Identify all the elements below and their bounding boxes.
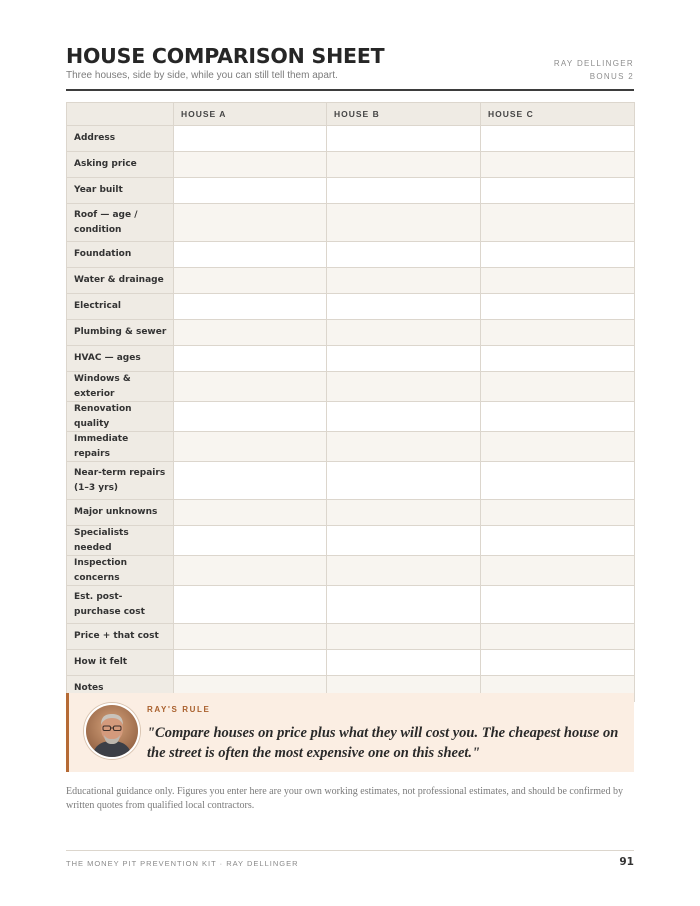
rays-rule-callout — [66, 693, 634, 772]
entry-cell-house-b[interactable] — [327, 402, 481, 432]
entry-cell-house-b[interactable] — [327, 320, 481, 346]
row-label: Year built — [67, 178, 174, 204]
entry-cell-house-c[interactable] — [481, 152, 635, 178]
table-row — [67, 650, 635, 676]
table-row — [67, 178, 635, 204]
author-avatar — [84, 703, 140, 759]
entry-cell-house-c[interactable] — [481, 178, 635, 204]
entry-cell-house-c[interactable] — [481, 204, 635, 242]
table-row — [67, 402, 635, 432]
table-header-row — [67, 103, 635, 126]
comparison-table — [66, 102, 635, 702]
row-label: Est. post-purchase cost — [67, 586, 174, 624]
entry-cell-house-c[interactable] — [481, 402, 635, 432]
entry-cell-house-c[interactable] — [481, 586, 635, 624]
row-label: Renovation quality — [67, 402, 174, 432]
rule-label: RAY'S RULE — [147, 705, 211, 714]
entry-cell-house-c[interactable] — [481, 320, 635, 346]
table-row — [67, 432, 635, 462]
entry-cell-house-b[interactable] — [327, 152, 481, 178]
entry-cell-house-b[interactable] — [327, 650, 481, 676]
entry-cell-house-c[interactable] — [481, 500, 635, 526]
row-label: Electrical — [67, 294, 174, 320]
entry-cell-house-a[interactable] — [174, 126, 327, 152]
table-row — [67, 204, 635, 242]
row-label: Specialists needed — [67, 526, 174, 556]
row-label: Asking price — [67, 152, 174, 178]
page-number: 91 — [619, 856, 634, 868]
entry-cell-house-c[interactable] — [481, 650, 635, 676]
column-header-house-c: HOUSE C — [481, 103, 635, 126]
row-label: Foundation — [67, 242, 174, 268]
entry-cell-house-a[interactable] — [174, 204, 327, 242]
entry-cell-house-a[interactable] — [174, 178, 327, 204]
table-row — [67, 126, 635, 152]
entry-cell-house-a[interactable] — [174, 624, 327, 650]
table-corner-cell — [67, 103, 174, 126]
entry-cell-house-b[interactable] — [327, 268, 481, 294]
disclaimer-text: Educational guidance only. Figures you enter here are your own working estimates, not professional estimates, and should be confirmed by written quotes from qualified local contractors. — [66, 786, 623, 811]
entry-cell-house-a[interactable] — [174, 152, 327, 178]
entry-cell-house-a[interactable] — [174, 462, 327, 500]
entry-cell-house-b[interactable] — [327, 242, 481, 268]
column-header-house-b: HOUSE B — [327, 103, 481, 126]
table-row — [67, 320, 635, 346]
page-title: HOUSE COMPARISON SHEET — [66, 44, 385, 68]
entry-cell-house-b[interactable] — [327, 126, 481, 152]
entry-cell-house-c[interactable] — [481, 556, 635, 586]
entry-cell-house-a[interactable] — [174, 268, 327, 294]
entry-cell-house-c[interactable] — [481, 294, 635, 320]
entry-cell-house-c[interactable] — [481, 526, 635, 556]
entry-cell-house-b[interactable] — [327, 204, 481, 242]
author-portrait-image — [86, 705, 138, 757]
entry-cell-house-c[interactable] — [481, 624, 635, 650]
table-row — [67, 586, 635, 624]
entry-cell-house-a[interactable] — [174, 402, 327, 432]
entry-cell-house-a[interactable] — [174, 242, 327, 268]
rule-quote: "Compare houses on price plus what they will cost you. The cheapest house on the street is often the most expensive one on this sheet." — [147, 725, 619, 761]
entry-cell-house-b[interactable] — [327, 556, 481, 586]
entry-cell-house-c[interactable] — [481, 242, 635, 268]
entry-cell-house-b[interactable] — [327, 294, 481, 320]
entry-cell-house-b[interactable] — [327, 586, 481, 624]
table-row — [67, 556, 635, 586]
author-name: RAY DELLINGER — [553, 59, 634, 68]
entry-cell-house-b[interactable] — [327, 500, 481, 526]
entry-cell-house-c[interactable] — [481, 126, 635, 152]
entry-cell-house-b[interactable] — [327, 624, 481, 650]
entry-cell-house-a[interactable] — [174, 320, 327, 346]
row-label: Address — [67, 126, 174, 152]
row-label: Plumbing & sewer — [67, 320, 174, 346]
row-label: Near-term repairs (1–3 yrs) — [67, 462, 174, 500]
bonus-tag: BONUS 2 — [589, 72, 634, 81]
row-label: Immediate repairs — [67, 432, 174, 462]
row-label: How it felt — [67, 650, 174, 676]
entry-cell-house-a[interactable] — [174, 346, 327, 372]
entry-cell-house-b[interactable] — [327, 346, 481, 372]
row-label: Windows & exterior — [67, 372, 174, 402]
entry-cell-house-c[interactable] — [481, 372, 635, 402]
entry-cell-house-a[interactable] — [174, 650, 327, 676]
entry-cell-house-a[interactable] — [174, 372, 327, 402]
row-label: Price + that cost — [67, 624, 174, 650]
entry-cell-house-c[interactable] — [481, 346, 635, 372]
row-label: HVAC — ages — [67, 346, 174, 372]
entry-cell-house-a[interactable] — [174, 526, 327, 556]
table-row — [67, 346, 635, 372]
row-label: Water & drainage — [67, 268, 174, 294]
header-divider — [66, 89, 634, 91]
table-row — [67, 268, 635, 294]
table-row — [67, 624, 635, 650]
table-row — [67, 462, 635, 500]
footer-divider — [66, 850, 634, 851]
entry-cell-house-c[interactable] — [481, 462, 635, 500]
page-subtitle: Three houses, side by side, while you can still tell them apart. — [66, 70, 338, 81]
entry-cell-house-a[interactable] — [174, 586, 327, 624]
entry-cell-house-b[interactable] — [327, 372, 481, 402]
entry-cell-house-a[interactable] — [174, 432, 327, 462]
column-header-house-a: HOUSE A — [174, 103, 327, 126]
entry-cell-house-b[interactable] — [327, 462, 481, 500]
table-row — [67, 372, 635, 402]
table-row — [67, 152, 635, 178]
table-row — [67, 242, 635, 268]
entry-cell-house-b[interactable] — [327, 178, 481, 204]
entry-cell-house-c[interactable] — [481, 268, 635, 294]
row-label: Major unknowns — [67, 500, 174, 526]
row-label: Roof — age / condition — [67, 204, 174, 242]
entry-cell-house-c[interactable] — [481, 432, 635, 462]
entry-cell-house-a[interactable] — [174, 500, 327, 526]
table-body — [67, 126, 635, 702]
row-label: Inspection concerns — [67, 556, 174, 586]
table-row — [67, 294, 635, 320]
row-label: Notes — [67, 676, 174, 702]
table-row — [67, 526, 635, 556]
entry-cell-house-b[interactable] — [327, 432, 481, 462]
entry-cell-house-b[interactable] — [327, 526, 481, 556]
footer-book-title: THE MONEY PIT PREVENTION KIT · RAY DELLINGER — [66, 859, 299, 868]
table-row — [67, 500, 635, 526]
entry-cell-house-a[interactable] — [174, 294, 327, 320]
entry-cell-house-a[interactable] — [174, 556, 327, 586]
